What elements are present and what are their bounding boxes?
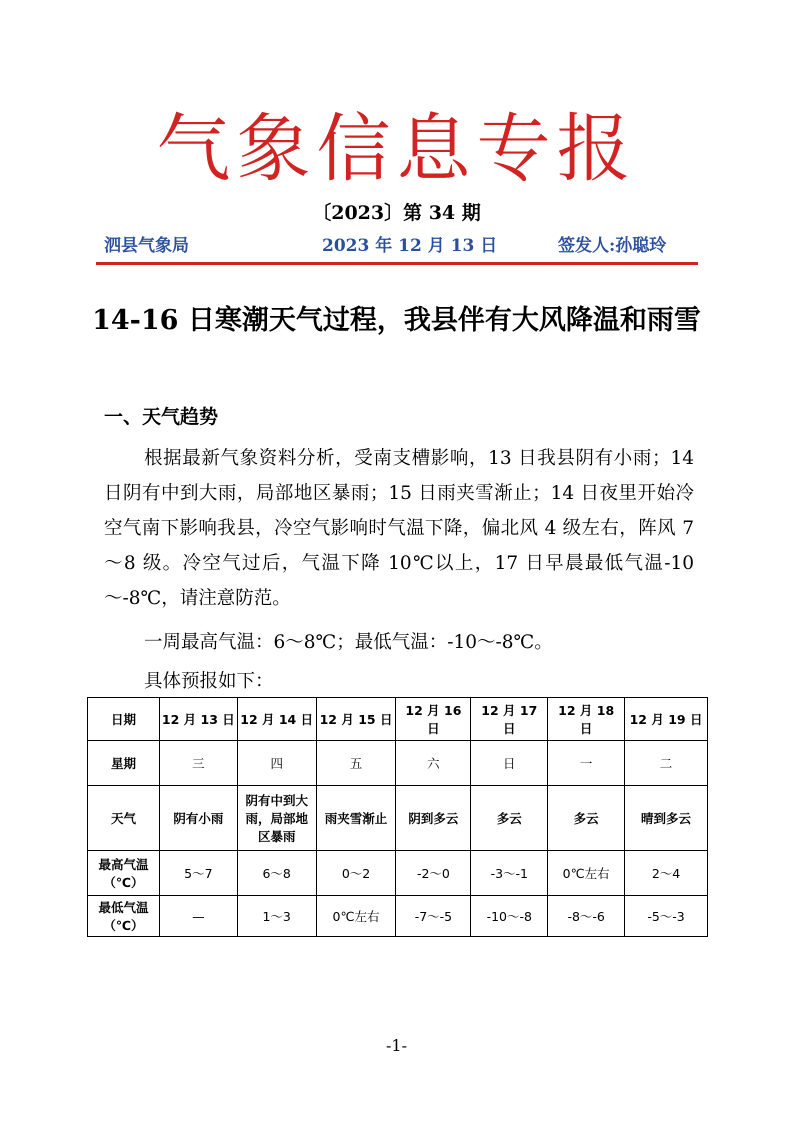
page-number: -1-: [386, 1036, 407, 1055]
table-row-weekday: [88, 741, 708, 786]
table-cell: 阴到多云: [396, 786, 471, 851]
table-cell: —: [159, 896, 237, 937]
paragraph-forecast-intro: 具体预报如下：: [144, 671, 274, 692]
table-cell: 12 月 19 日: [625, 698, 708, 741]
table-cell: -5～-3: [625, 896, 708, 937]
table-cell: 多云: [471, 786, 548, 851]
table-cell: 日: [471, 741, 548, 786]
table-row-max-temp: [88, 851, 708, 896]
table-row-weather: [88, 786, 708, 851]
table-cell: 五: [316, 741, 396, 786]
table-cell: 雨夹雪渐止: [316, 786, 396, 851]
table-cell: -3～-1: [471, 851, 548, 896]
table-cell: 二: [625, 741, 708, 786]
table-cell: 12 月 17 日: [471, 698, 548, 741]
table-cell: 一: [548, 741, 625, 786]
table-cell: -2～0: [396, 851, 471, 896]
table-cell: 12 月 15 日: [316, 698, 396, 741]
table-cell: 0℃左右: [316, 896, 396, 937]
table-row-date: [88, 698, 708, 741]
table-cell: 三: [159, 741, 237, 786]
table-cell: 12 月 16 日: [396, 698, 471, 741]
table-cell: 12 月 14 日: [237, 698, 316, 741]
table-cell: 12 月 18 日: [548, 698, 625, 741]
issuing-office: 泗县气象局: [104, 236, 189, 256]
section-heading: 一、天气趋势: [104, 406, 219, 428]
table-header-cell: 日期: [88, 698, 160, 741]
issue-number: 〔2023〕第 34 期: [312, 202, 481, 224]
table-header-cell: 星期: [88, 741, 160, 786]
issue-date: 2023 年 12 月 13 日: [322, 236, 498, 256]
table-row-min-temp: [88, 896, 708, 937]
table-cell: 0～2: [316, 851, 396, 896]
forecast-table: [87, 697, 708, 937]
issuer: 签发人:孙聪玲: [558, 236, 667, 256]
table-cell: 六: [396, 741, 471, 786]
table-cell: 12 月 13 日: [159, 698, 237, 741]
table-cell: 多云: [548, 786, 625, 851]
table-cell: 晴到多云: [625, 786, 708, 851]
table-cell: -10～-8: [471, 896, 548, 937]
table-header-cell: 天气: [88, 786, 160, 851]
table-cell: 0℃左右: [548, 851, 625, 896]
table-cell: 2～4: [625, 851, 708, 896]
paragraph-weekly-temps: 一周最高气温：6～8℃；最低气温：-10～-8℃。: [144, 632, 553, 653]
document-title: 14-16 日寒潮天气过程，我县伴有大风降温和雨雪: [92, 305, 701, 336]
table-cell: 四: [237, 741, 316, 786]
masthead-title: 气象信息专报: [156, 106, 637, 192]
table-cell: 1～3: [237, 896, 316, 937]
header-divider: [96, 262, 698, 265]
table-cell: 6～8: [237, 851, 316, 896]
table-cell: -8～-6: [548, 896, 625, 937]
paragraph-analysis: 根据最新气象资料分析，受南支槽影响，13 日我县阴有小雨；14 日阴有中到大雨，局部地区暴雨；15 日雨夹雪渐止；14 日夜里开始冷空气南下影响我县，冷空气影响时气温下降，偏北风 4 级左右，阵风 7～8 级。冷空气过后，气温下降 10℃以上，17 日早晨最低气温-10～-8℃，请注意防范。: [104, 448, 694, 609]
table-cell: 阴有中到大雨，局部地区暴雨: [237, 786, 316, 851]
table-cell: 5～7: [159, 851, 237, 896]
table-header-cell: 最低气温（℃）: [88, 896, 160, 937]
table-cell: 阴有小雨: [159, 786, 237, 851]
table-header-cell: 最高气温（℃）: [88, 851, 160, 896]
table-cell: -7～-5: [396, 896, 471, 937]
